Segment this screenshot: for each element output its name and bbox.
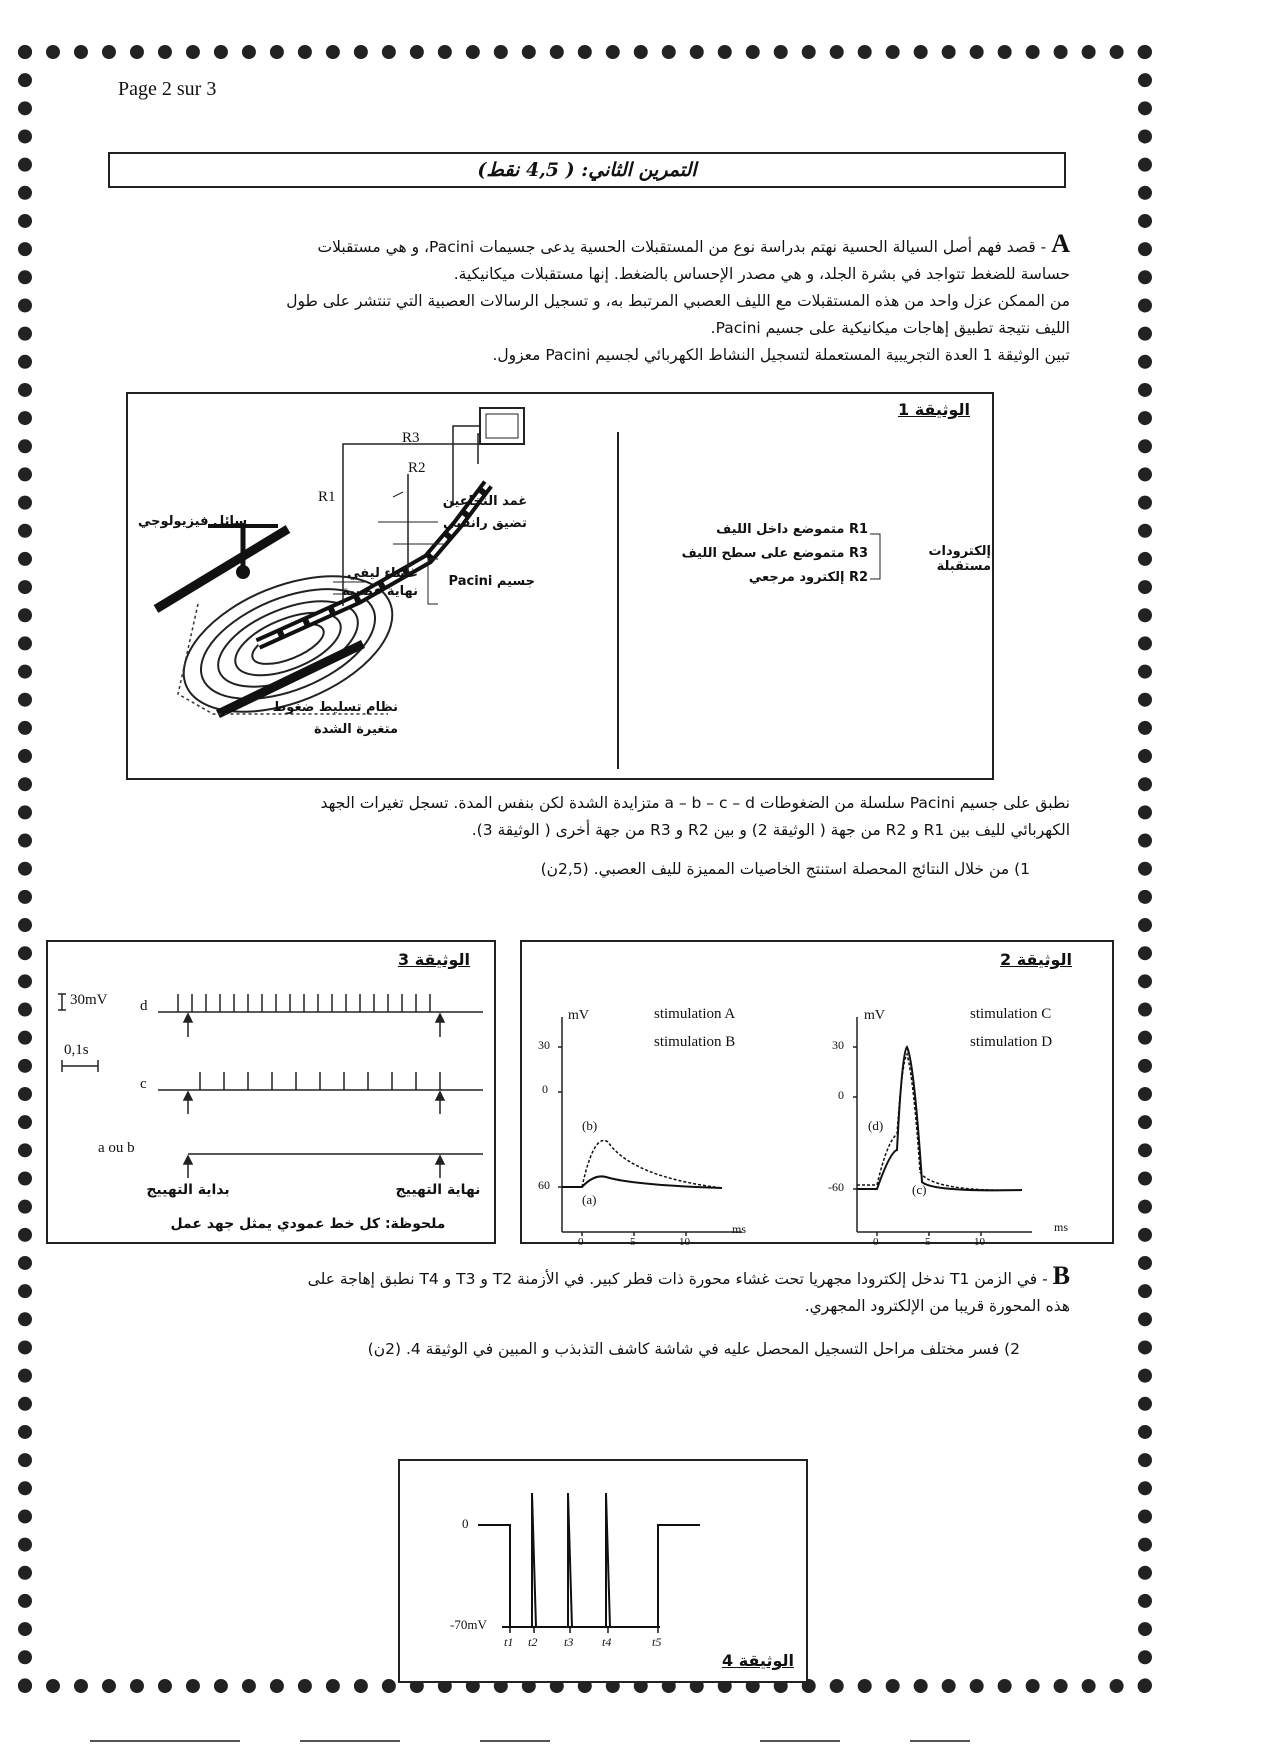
- trace-c-label: c: [140, 1076, 147, 1092]
- left-unit-mv: mV: [568, 1008, 589, 1023]
- right-t10: 10: [974, 1236, 985, 1248]
- membrane-label: غشاء ليفي: [347, 566, 418, 581]
- pressure-system-line-2: متغيرة الشدة: [313, 722, 398, 737]
- receiving-electrodes-label: إلكترودات مستقبلة: [928, 544, 991, 574]
- time-t5: t5: [652, 1635, 662, 1649]
- left-t10: 10: [679, 1236, 690, 1248]
- footer-line: [760, 1740, 840, 1742]
- scale-voltage: 30mV: [70, 992, 108, 1008]
- time-t2: t2: [528, 1635, 538, 1649]
- stimulation-a-label: stimulation A: [654, 1006, 736, 1022]
- time-t3: t3: [564, 1635, 574, 1649]
- curve-a-label: (a): [582, 1192, 597, 1207]
- legend-r2: R2 إلكترود مرجعي: [748, 570, 868, 585]
- zero-mark: 0: [462, 1516, 469, 1531]
- right-unit-mv: mV: [864, 1008, 885, 1023]
- stimulation-start-label: بداية التهييج: [146, 1182, 230, 1198]
- curve-a: [562, 1176, 722, 1188]
- time-t1: t1: [504, 1635, 514, 1649]
- part-a2-line-2: الكهربائي لليف بين R1 و R2 من جهة ( الوثيقة 2) و بين R2 و R3 من جهة أخرى ( الوثيقة 3).: [471, 821, 1070, 839]
- stimulation-b-label: stimulation B: [654, 1034, 736, 1050]
- physiological-fluid-label: سائل فيزيولوجي: [138, 514, 248, 529]
- footer-line: [480, 1740, 550, 1742]
- stimulation-end-label: نهاية التهييج: [395, 1182, 481, 1198]
- exercise-title: التمرين الثاني: ( 4,5 نقط): [108, 152, 1066, 188]
- part-a-line-5: تبين الوثيقة 1 العدة التجريبية المستعملة لتسجيل النشاط الكهربائي لجسيم Pacini معزول.: [492, 346, 1070, 364]
- footer-line: [300, 1740, 400, 1742]
- part-a2-line-1: نطبق على جسيم Pacini سلسلة من الضغوطات a – b – c – d متزايدة الشدة لكن بنفس المدة. تسجل تغيرات الجهد: [320, 794, 1070, 812]
- document-1: [126, 392, 994, 780]
- left-tick-m60: 60: [538, 1178, 550, 1192]
- ranvier-label: تضيق رانفيي: [443, 516, 527, 531]
- right-t0: 0: [873, 1236, 879, 1248]
- right-tick-m60: -60: [828, 1180, 844, 1194]
- part-b-letter: B: [1052, 1261, 1070, 1290]
- document-3: [46, 940, 496, 1244]
- left-unit-ms: ms: [732, 1222, 747, 1236]
- trace-d-label: d: [140, 998, 148, 1014]
- right-t5: 5: [925, 1236, 931, 1248]
- scale-time: 0,1s: [64, 1042, 89, 1058]
- curve-b: [562, 1140, 722, 1188]
- question-1: 1) من خلال النتائج المحصلة استنتج الخاصيات المميزة لليف العصبي. (2,5ن): [540, 860, 1030, 878]
- pacini-setup-diagram: [128, 394, 992, 778]
- myelin-label: غمد النخاعين: [442, 494, 528, 509]
- curve-d-label: (d): [868, 1118, 884, 1133]
- stimulation-c-label: stimulation C: [970, 1006, 1052, 1022]
- part-a-line-1: A - قصد فهم أصل السيالة الحسية نهتم بدراسة نوع من المستقبلات الحسية يدعى جسيمات Pacini، و هي مستقبلات: [317, 229, 1070, 258]
- curve-b-label: (b): [582, 1118, 598, 1133]
- document-3-note: ملحوظة: كل خط عمودي يمثل جهد عمل: [170, 1216, 446, 1232]
- footer-line: [910, 1740, 970, 1742]
- legend-r3: R3 متموضع على سطح الليف: [681, 546, 868, 561]
- document-1-label: الوثيقة 1: [898, 400, 970, 419]
- document-2-chart: [522, 942, 1112, 1242]
- document-3-label: الوثيقة 3: [398, 950, 470, 969]
- left-t5: 5: [630, 1236, 636, 1248]
- page-number: Page 2 sur 3: [118, 78, 217, 100]
- pressure-system-line-1: نظام تسليط ضغوط: [272, 700, 398, 715]
- right-unit-ms: ms: [1054, 1220, 1069, 1234]
- document-2: [520, 940, 1114, 1248]
- right-tick-0: 0: [838, 1088, 844, 1102]
- part-b-text: [100, 1262, 1070, 1363]
- document-2-label: الوثيقة 2: [1000, 950, 1072, 969]
- part-a-line-2: حساسة للضغط تتواجد في بشرة الجلد، و هي مصدر الإحساس بالضغط. إنها مستقبلات ميكانيكية.: [453, 265, 1070, 283]
- r2-label: R2: [408, 460, 426, 476]
- legend-r1: R1 متموضع داخل الليف: [716, 522, 868, 537]
- time-t4: t4: [602, 1635, 612, 1649]
- r1-label: R1: [318, 489, 336, 505]
- nerve-ending-label: نهاية عصبية: [342, 584, 418, 599]
- left-tick-0: 0: [542, 1082, 548, 1096]
- part-a-line-3: من الممكن عزل واحد من هذه المستقبلات مع الليف العصبي المرتبط به، و تسجيل الرسالات العصبية التي تنتشر على طول: [286, 292, 1070, 310]
- r3-label: R3: [402, 430, 420, 446]
- footer-line: [90, 1740, 240, 1742]
- part-a-line-4: الليف نتيجة تطبيق إهاجات ميكانيكية على جسيم Pacini.: [710, 319, 1070, 337]
- left-tick-30: 30: [538, 1038, 550, 1052]
- part-b-line-2: هذه المحورة قريبا من الإلكترود المجهري.: [804, 1297, 1070, 1315]
- part-a-continuation: [110, 790, 1070, 883]
- part-a-letter: A: [1051, 229, 1070, 258]
- trace-ab-label: a ou b: [98, 1140, 135, 1156]
- curve-c-label: (c): [912, 1182, 927, 1197]
- document-4: [398, 1459, 808, 1683]
- left-t0: 0: [578, 1236, 584, 1248]
- question-2: 2) فسر مختلف مراحل التسجيل المحصل عليه في شاشة كاشف التذبذب و المبين في الوثيقة 4. (2ن): [367, 1340, 1020, 1358]
- right-tick-30: 30: [832, 1038, 844, 1052]
- part-b-line-1: B - في الزمن T1 ندخل إلكترودا مجهريا تحت غشاء محورة ذات قطر كبير. في الأزمنة T2 و T3 و T4 نطبق إهاجة على: [307, 1261, 1070, 1290]
- stimulation-d-label: stimulation D: [970, 1034, 1053, 1050]
- document-4-label: الوثيقة 4: [722, 1651, 794, 1670]
- pacini-label: جسيم Pacini: [448, 574, 535, 589]
- resting-potential-mark: -70mV: [450, 1617, 487, 1632]
- part-a-text: [110, 230, 1070, 369]
